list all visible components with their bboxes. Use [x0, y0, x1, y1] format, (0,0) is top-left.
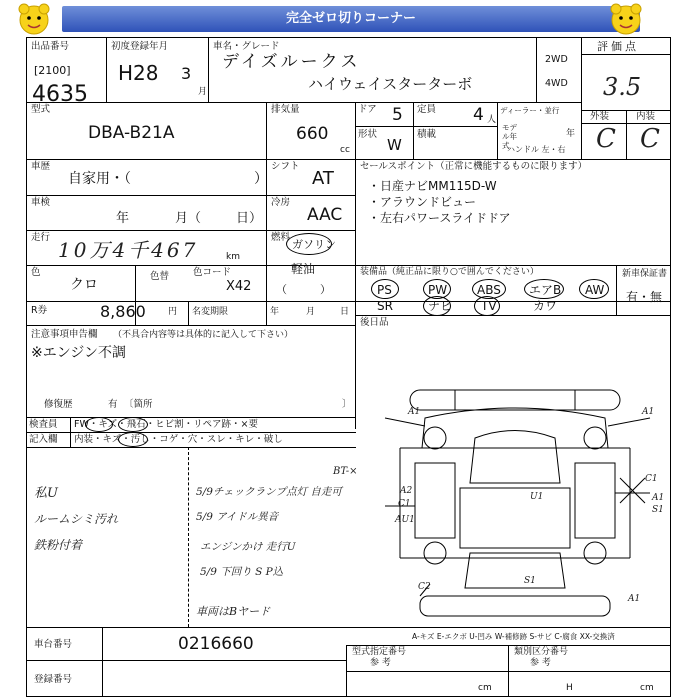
- car-label: 車名・グレード: [213, 41, 280, 52]
- recycle-label: R券: [31, 305, 48, 316]
- repair-value: 有: [108, 399, 118, 410]
- mascot-left-icon: [14, 2, 54, 38]
- drive-4wd: 4WD: [545, 78, 568, 89]
- dealer-model-year: モデル年式: [502, 123, 517, 150]
- rating-exterior: C: [596, 124, 616, 154]
- mark-10: C2: [418, 582, 431, 592]
- history-close: ）: [254, 171, 268, 187]
- equipment-label: 装備品（純正品に限り○で囲んでください）: [360, 267, 539, 277]
- recycle-unit: 円: [168, 307, 178, 317]
- displacement-label: 排気量: [271, 104, 300, 115]
- inspection-day: 日）: [236, 211, 263, 226]
- recycle-value: 8,860: [100, 302, 146, 321]
- fuel-paren: （ ）: [276, 283, 331, 296]
- capacity-value: 4: [473, 105, 484, 125]
- dealer-handle: ハンドル 左・右: [507, 145, 566, 154]
- chassis-value: 0216660: [178, 634, 254, 654]
- color-label: 色: [31, 267, 41, 278]
- dealer-year-unit: 年: [566, 129, 576, 139]
- color-code: X42: [226, 279, 252, 294]
- rating-label: 評価点: [597, 40, 639, 53]
- fuel-label: 燃料: [271, 232, 291, 243]
- mark-4: C1: [398, 499, 411, 509]
- mark-2: A1: [642, 407, 655, 417]
- dealer-label: ディーラー・並行: [500, 106, 560, 115]
- footer-cm-1: cm: [478, 683, 492, 693]
- rear-seat-label: 後日品: [360, 317, 389, 328]
- mark-9: S1: [652, 505, 664, 515]
- mark-1: A1: [408, 407, 421, 417]
- model-value: DBA-B21A: [88, 123, 175, 143]
- displacement-value: 660: [296, 124, 329, 144]
- footer-ref-2: 参 考: [530, 658, 551, 668]
- model-label: 型式: [31, 104, 51, 115]
- car-grade: ハイウェイスターターボ: [308, 75, 473, 93]
- shift-value: AT: [312, 168, 334, 189]
- lot-number: 4635: [32, 82, 88, 107]
- history-value: 自家用・（: [68, 171, 131, 187]
- sales-label: セールスポイント（正常に機能するものに限ります）: [360, 161, 588, 172]
- name-change-month: 月: [306, 307, 316, 317]
- equip-abs: ABS: [477, 283, 501, 297]
- banner-title: 完全ゼロ切りコーナー: [62, 6, 640, 32]
- sales-point-3: ・左右パワースライドドア: [368, 211, 511, 225]
- repair-label: 修復歴: [44, 399, 73, 410]
- rating-score: 3.5: [603, 73, 642, 101]
- inspector-row1: FW・キズ・飛石・ヒビ割・リペア跡・×要: [74, 419, 258, 430]
- footer-class-label: 類別区分番号: [514, 647, 569, 657]
- first-reg-month: 3: [181, 64, 192, 83]
- inspector-label: 検査員: [29, 419, 58, 430]
- inspection-month: 月（: [175, 211, 202, 226]
- notes-text: ※エンジン不調: [31, 345, 127, 361]
- lot-code: [2100]: [34, 64, 71, 77]
- equip-pw: PW: [428, 283, 448, 297]
- equip-navi: ナビ: [428, 299, 453, 313]
- mark-3: A2: [400, 486, 413, 496]
- remark-right-3: 5/9 アイドル異音: [196, 511, 279, 523]
- notes-label: 注意事項申告欄: [31, 329, 98, 340]
- notes-sub: （不具合内容等は具体的に記入して下さい）: [113, 330, 294, 340]
- rating-interior: C: [640, 124, 660, 154]
- mileage-label: 走行: [31, 232, 51, 243]
- mark-8: A1: [652, 493, 665, 503]
- footer-cm-2: cm: [640, 683, 654, 693]
- remark-left-1: 私U: [34, 486, 58, 501]
- capacity-label: 定員: [417, 104, 437, 115]
- rating-interior-label: 内装: [636, 111, 656, 122]
- mileage-value: 10万4千467: [58, 238, 199, 262]
- history-label: 車歴: [31, 161, 51, 172]
- remark-right-1: BT-×: [333, 466, 358, 477]
- capacity-unit: 人: [487, 115, 497, 125]
- load-label: 積載: [417, 129, 437, 140]
- remark-right-6: 車両はBヤード: [196, 605, 271, 618]
- footer-spec-label: 型式指定番号: [352, 647, 407, 657]
- name-change-label: 名変期限: [192, 307, 229, 317]
- shape-value: W: [387, 136, 402, 154]
- color-change-label: 色替: [150, 271, 170, 282]
- rating-exterior-label: 外装: [590, 111, 610, 122]
- chassis-label: 車台番号: [34, 639, 73, 650]
- mark-11: S1: [524, 576, 536, 586]
- name-change-day: 日: [340, 307, 350, 317]
- remark-left-3: 鉄粉付着: [34, 538, 83, 552]
- lot-label: 出品番号: [31, 41, 70, 52]
- equip-aw: AW: [585, 283, 605, 297]
- mascot-right-icon: [606, 2, 646, 38]
- sales-point-2: ・アラウンドビュー: [368, 195, 477, 209]
- name-change-year: 年: [270, 307, 280, 317]
- equip-sr: SR: [377, 299, 393, 313]
- footer-ref-1: 参 考: [370, 658, 391, 668]
- first-reg-label: 初度登録年月: [111, 41, 169, 52]
- color-value: クロ: [70, 277, 98, 293]
- shape-label: 形状: [358, 129, 378, 140]
- displacement-unit: cc: [340, 145, 350, 155]
- mark-5: AU1: [395, 515, 415, 525]
- ac-label: 冷房: [271, 197, 291, 208]
- new-warranty-value: 有・無: [626, 290, 663, 304]
- remark-right-4: エンジンかけ 走行U: [200, 541, 296, 553]
- equip-leather: カワ: [533, 299, 558, 313]
- inspection-year: 年: [116, 211, 130, 226]
- repair-close: 〕: [342, 399, 352, 410]
- inspection-label: 車検: [31, 197, 51, 208]
- mark-7: C1: [645, 474, 658, 484]
- repair-bracket: 〔箇所: [124, 399, 153, 410]
- first-reg-month-unit: 月: [198, 87, 208, 97]
- mileage-unit: km: [226, 252, 240, 262]
- drive-2wd: 2WD: [545, 54, 568, 65]
- doors-label: ドア: [358, 104, 377, 115]
- remark-left-2: ルームシミ汚れ: [34, 512, 119, 526]
- inspector-entry-label: 記入欄: [29, 434, 58, 445]
- sales-point-1: ・日産ナビMM115D-W: [368, 179, 497, 193]
- inspector-row2: 内装・キズ・汚し・コゲ・穴・スレ・キレ・破し: [74, 434, 283, 445]
- remark-right-5: 5/9 下回り S P込: [200, 566, 284, 578]
- equip-tv: TV: [481, 299, 497, 313]
- equip-ps: PS: [377, 283, 392, 297]
- new-warranty-label: 新車保証書: [622, 269, 668, 279]
- car-name: デイズルークス: [222, 52, 361, 72]
- first-reg-year: H28: [118, 61, 159, 85]
- ac-value: AAC: [307, 205, 343, 225]
- mark-6: U1: [530, 492, 544, 502]
- equip-airbag: エアB: [529, 283, 562, 297]
- doors-value: 5: [392, 105, 403, 125]
- registration-label: 登録番号: [34, 674, 73, 685]
- mark-12: A1: [628, 594, 641, 604]
- fuel-gasoline: ガソリン: [292, 238, 336, 251]
- color-code-label: 色コード: [193, 267, 232, 278]
- shift-label: シフト: [271, 161, 300, 172]
- fuel-diesel: 軽油: [291, 262, 316, 276]
- legend-text: A-キズ E-エクボ U-凹み W-補修跡 S-サビ C-腐食 XX-交換済: [412, 632, 615, 641]
- footer-h: H: [566, 683, 573, 693]
- remark-right-2: 5/9チェックランプ点灯 自走可: [196, 486, 342, 498]
